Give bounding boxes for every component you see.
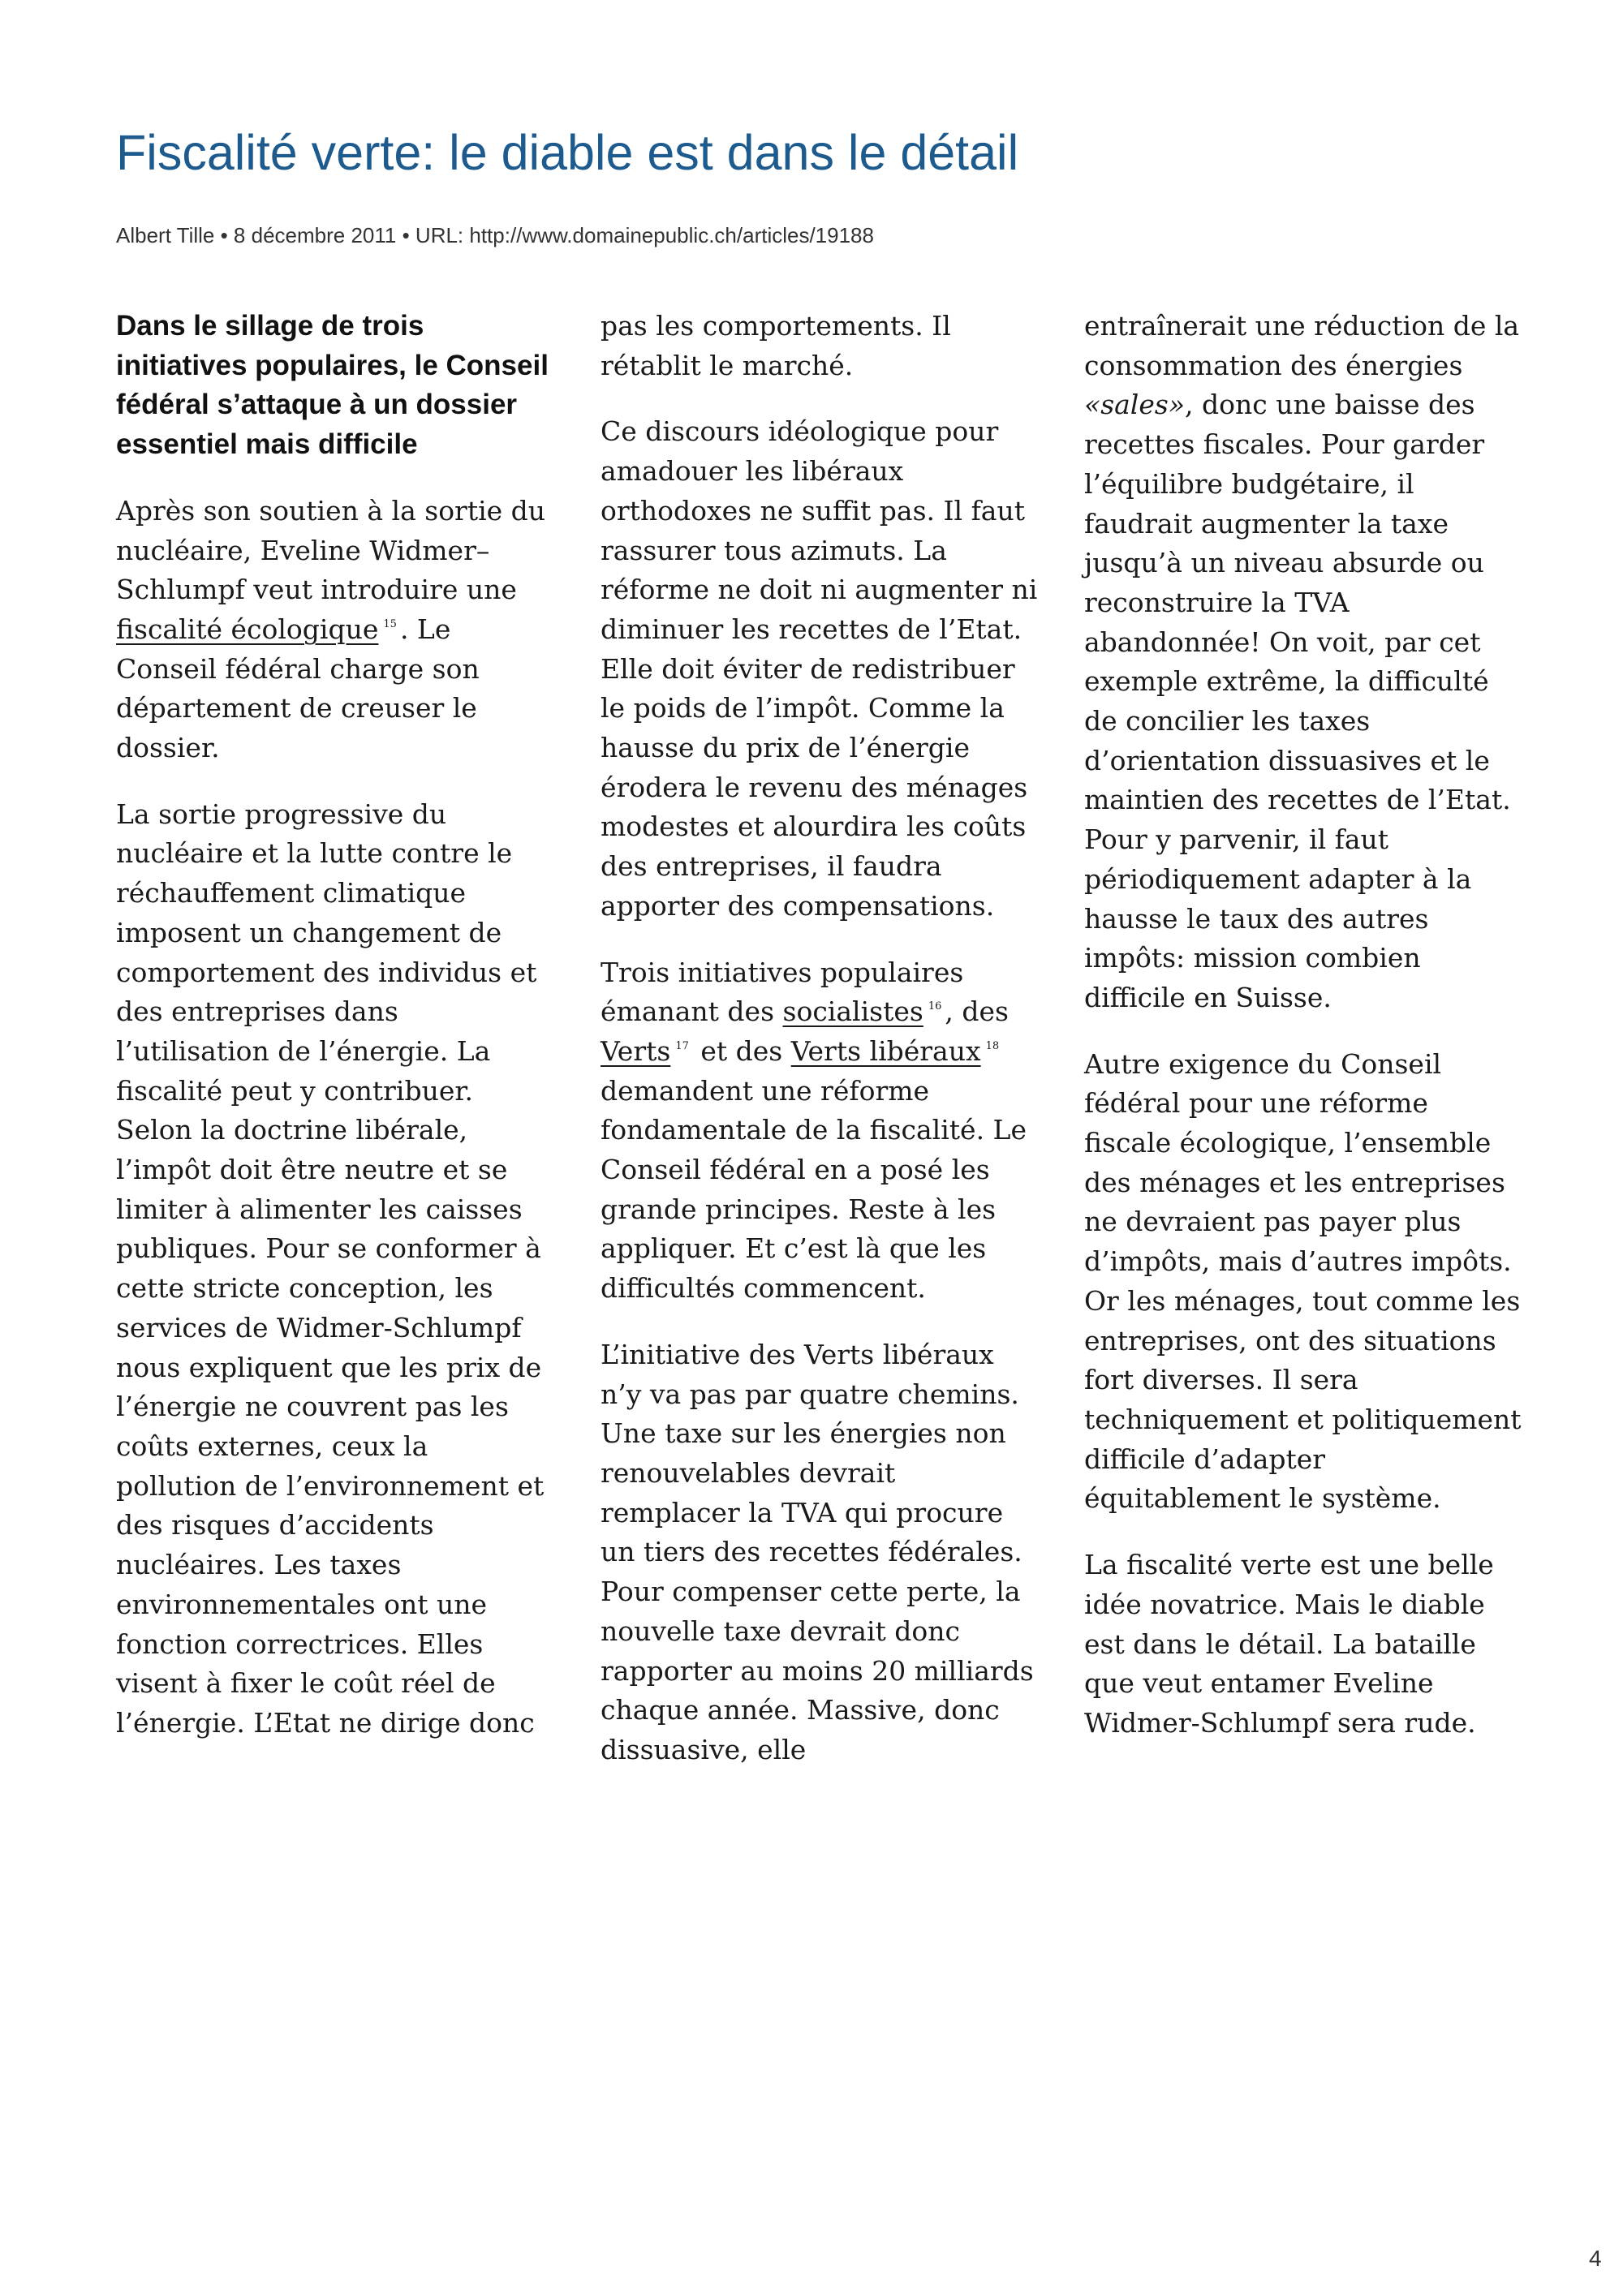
paragraph-2-continued: pas les comportements. Il rétablit le marché.: [601, 310, 951, 381]
footnote-ref-15[interactable]: 15: [383, 617, 397, 630]
footnote-ref-18[interactable]: 18: [985, 1039, 1000, 1052]
paragraph-6: Autre exigence du Conseil fédéral pour une réforme fiscale écologique, l’ensemble des ménages et les entreprises ne devraient pas payer plus d’impôts, mais d’autres impôts. Or les ménages, tout comme les entreprises, ont des situations fort diverses. Il sera techniquement et politiquement difficile d’adapter équitablement le système.: [1084, 1047, 1522, 1515]
link-fiscalite-ecologique[interactable]: fiscalité écologique: [116, 613, 379, 645]
article-byline: Albert Tille • 8 décembre 2011 • URL: http://www.domainepublic.ch/articles/19188: [116, 223, 874, 247]
paragraph-3: Ce discours idéologique pour amadouer les libéraux orthodoxes ne suffit pas. Il faut rassurer tous azimuts. La réforme ne doit ni augmenter ni diminuer les recettes de l’Etat. Elle doit éviter de redistribuer le poids de l’impôt. Comme la hausse du prix de l’énergie érodera le revenu des ménages modestes et alourdira les coûts des entreprises, il faudra apporter des compensations.: [601, 415, 1038, 922]
link-socialistes[interactable]: socialistes: [782, 995, 923, 1028]
paragraph-7: La fiscalité verte est une belle idée novatrice. Mais le diable est dans le détail. La bataille que veut entamer Eveline Widmer-Schlumpf sera rude.: [1084, 1549, 1494, 1739]
column-3: [1084, 307, 1522, 1770]
paragraph-5: L’initiative des Verts libéraux n’y va pas par quatre chemins. Une taxe sur les énergies non renouvelables devrait remplacer la TVA qui procure un tiers des recettes fédérales. Pour compenser cette perte, la nouvelle taxe devrait donc rapporter au moins 20 milliards chaque année. Massive, donc dissuasive, elle: [601, 1338, 1034, 1765]
paragraph-2: La sortie progressive du nucléaire et la lutte contre le réchauffement climatique imposent un changement de comportement des individus et des entreprises dans l’utilisation de l’énergie. La fiscalité peut y contribuer. Selon la doctrine libérale, l’impôt doit être neutre et se limiter à alimenter les caisses publiques. Pour se conformer à cette stricte conception, les services de Widmer-Schlumpf nous expliquent que les prix de l’énergie ne couvrent pas les coûts externes, ceux la pollution de l’environnement et des risques d’accidents nucléaires. Les taxes environnementales ont une fonction correctrices. Elles visent à fixer le coût réel de l’énergie. L’Etat ne dirige donc: [116, 798, 545, 1739]
footnote-ref-16[interactable]: 16: [928, 1000, 942, 1013]
page-number: 4: [1589, 2246, 1602, 2271]
footnote-ref-17[interactable]: 17: [675, 1039, 689, 1052]
article-lead: Dans le sillage de trois initiatives populaires, le Conseil fédéral s’attaque à un dossier essentiel mais difficile: [116, 310, 549, 461]
paragraph-5-continued: entraînerait une réduction de la consommation des énergies «sales», donc une baisse des recettes fiscales. Pour garder l’équilibre budgétaire, il faudrait augmenter la taxe jusqu’à un niveau absurde ou reconstruire la TVA abandonnée! On voit, par cet exemple extrême, la difficulté de concilier les taxes d’orientation dissuasives et le maintien des recettes de l’Etat. Pour y parvenir, il faut périodiquement adapter à la hausse le taux des autres impôts: mission combien difficile en Suisse.: [1084, 310, 1520, 1013]
emphasis-sales: «sales»: [1084, 389, 1186, 421]
link-verts-liberaux[interactable]: Verts libéraux: [790, 1034, 981, 1067]
article-title: Fiscalité verte: le diable est dans le détail: [116, 125, 1019, 180]
link-verts[interactable]: Verts: [601, 1034, 671, 1067]
paragraph-1: Après son soutien à la sortie du nucléaire, Eveline Widmer–Schlumpf veut introduire une fiscalité écologique $^{15}$ . Le Conseil fédéral charge son département de creuser le dossier.: [116, 494, 546, 764]
paragraph-4: Trois initiatives populaires émanant des socialistes $^{16}$ , des Verts $^{17}$ et des Verts libéraux $^{18}$ demandent une réforme fondamentale de la fiscalité. Le Conseil fédéral en a posé les grande principes. Reste à les appliquer. Et c’est là que les difficultés commencent.: [601, 956, 1027, 1305]
column-1: [116, 307, 554, 1770]
column-2: [601, 307, 1039, 1797]
